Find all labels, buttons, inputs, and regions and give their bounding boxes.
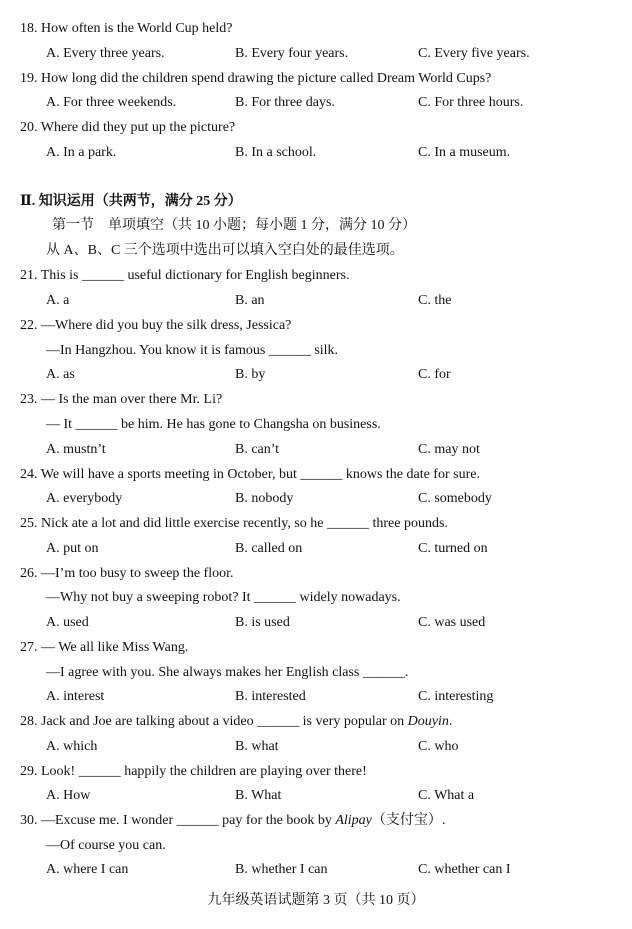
page-footer: 九年级英语试题第 3 页（共 10 页） xyxy=(207,893,425,908)
app-name-alipay: Alipay xyxy=(335,813,372,828)
question-29-stem: 29. Look! ______ happily the children are playing over there! xyxy=(20,764,367,779)
option-b: B. For three days. xyxy=(235,95,335,110)
question-25-stem: 25. Nick ate a lot and did little exercise recently, so he ______ three pounds. xyxy=(20,516,448,531)
stem-text: 28. Jack and Joe are talking about a video ______ is very popular on xyxy=(20,714,408,729)
option-b: B. an xyxy=(235,293,265,308)
option-b: B. Every four years. xyxy=(235,46,349,61)
instruction: 从 A、B、C 三个选项中选出可以填入空白处的最佳选项。 xyxy=(46,243,404,258)
option-a: A. used xyxy=(46,615,89,630)
stem-text-end: （支付宝）. xyxy=(371,813,446,828)
option-a: A. How xyxy=(46,788,91,803)
question-22-line2: —In Hangzhou. You know it is famous ______ silk. xyxy=(46,343,339,358)
option-a: A. interest xyxy=(46,689,105,704)
question-30-line2: —Of course you can. xyxy=(46,838,166,853)
question-19-options xyxy=(46,94,626,112)
option-b: B. nobody xyxy=(235,491,294,506)
question-26-options xyxy=(46,614,626,632)
section-title: Ⅱ. 知识运用（共两节，满分 25 分） xyxy=(20,194,242,209)
question-29-options xyxy=(46,787,626,805)
question-22-options xyxy=(46,366,626,384)
question-24-options xyxy=(46,490,626,508)
option-c: C. turned on xyxy=(418,541,488,556)
question-19-stem: 19. How long did the children spend drawing the picture called Dream World Cups? xyxy=(20,71,492,86)
stem-text-end: . xyxy=(448,714,453,729)
option-a: A. For three weekends. xyxy=(46,95,177,110)
question-30-options xyxy=(46,861,626,879)
option-c: C. who xyxy=(418,739,459,754)
question-27-stem: 27. — We all like Miss Wang. xyxy=(20,640,189,655)
option-a: A. where I can xyxy=(46,862,129,877)
question-30-stem xyxy=(20,812,445,830)
question-23-line2: — It ______ be him. He has gone to Changsha on business. xyxy=(46,417,381,432)
option-c: C. What a xyxy=(418,788,475,803)
option-a: A. put on xyxy=(46,541,99,556)
option-c: C. for xyxy=(418,367,451,382)
option-c: C. was used xyxy=(418,615,486,630)
option-c: C. may not xyxy=(418,442,480,457)
question-26-stem: 26. —I’m too busy to sweep the floor. xyxy=(20,566,234,581)
app-name-douyin: Douyin xyxy=(407,714,449,729)
option-b: B. What xyxy=(235,788,282,803)
part-title: 第一节 单项填空（共 10 小题；每小题 1 分，满分 10 分） xyxy=(52,218,416,233)
option-c: C. the xyxy=(418,293,452,308)
option-a: A. mustn’t xyxy=(46,442,106,457)
question-20-options xyxy=(46,144,626,162)
option-c: C. somebody xyxy=(418,491,492,506)
option-c: C. In a museum. xyxy=(418,145,511,160)
stem-text: 30. —Excuse me. I wonder ______ pay for the book by xyxy=(20,813,336,828)
option-b: B. whether I can xyxy=(235,862,328,877)
question-18-options xyxy=(46,45,626,63)
question-20-stem: 20. Where did they put up the picture? xyxy=(20,120,236,135)
option-b: B. what xyxy=(235,739,279,754)
question-28-stem xyxy=(20,713,452,731)
option-c: C. For three hours. xyxy=(418,95,524,110)
option-b: B. is used xyxy=(235,615,290,630)
option-c: C. interesting xyxy=(418,689,494,704)
question-18-stem: 18. How often is the World Cup held? xyxy=(20,21,233,36)
option-a: A. Every three years. xyxy=(46,46,165,61)
option-a: A. which xyxy=(46,739,98,754)
question-23-options xyxy=(46,441,626,459)
question-26-line2: —Why not buy a sweeping robot? It ______ widely nowadays. xyxy=(46,590,401,605)
option-c: C. Every five years. xyxy=(418,46,530,61)
question-28-options xyxy=(46,738,626,756)
option-b: B. by xyxy=(235,367,266,382)
option-a: A. everybody xyxy=(46,491,123,506)
option-a: A. a xyxy=(46,293,70,308)
question-23-stem: 23. — Is the man over there Mr. Li? xyxy=(20,392,223,407)
question-22-stem: 22. —Where did you buy the silk dress, Jessica? xyxy=(20,318,292,333)
question-24-stem: 24. We will have a sports meeting in October, but ______ knows the date for sure. xyxy=(20,467,480,482)
option-b: B. can’t xyxy=(235,442,280,457)
question-21-options xyxy=(46,292,626,310)
option-b: B. In a school. xyxy=(235,145,317,160)
question-27-line2: —I agree with you. She always makes her English class ______. xyxy=(46,665,409,680)
option-a: A. as xyxy=(46,367,75,382)
option-b: B. called on xyxy=(235,541,303,556)
question-25-options xyxy=(46,540,626,558)
question-27-options xyxy=(46,688,626,706)
option-c: C. whether can I xyxy=(418,862,511,877)
option-a: A. In a park. xyxy=(46,145,117,160)
option-b: B. interested xyxy=(235,689,306,704)
question-21-stem: 21. This is ______ useful dictionary for English beginners. xyxy=(20,268,350,283)
